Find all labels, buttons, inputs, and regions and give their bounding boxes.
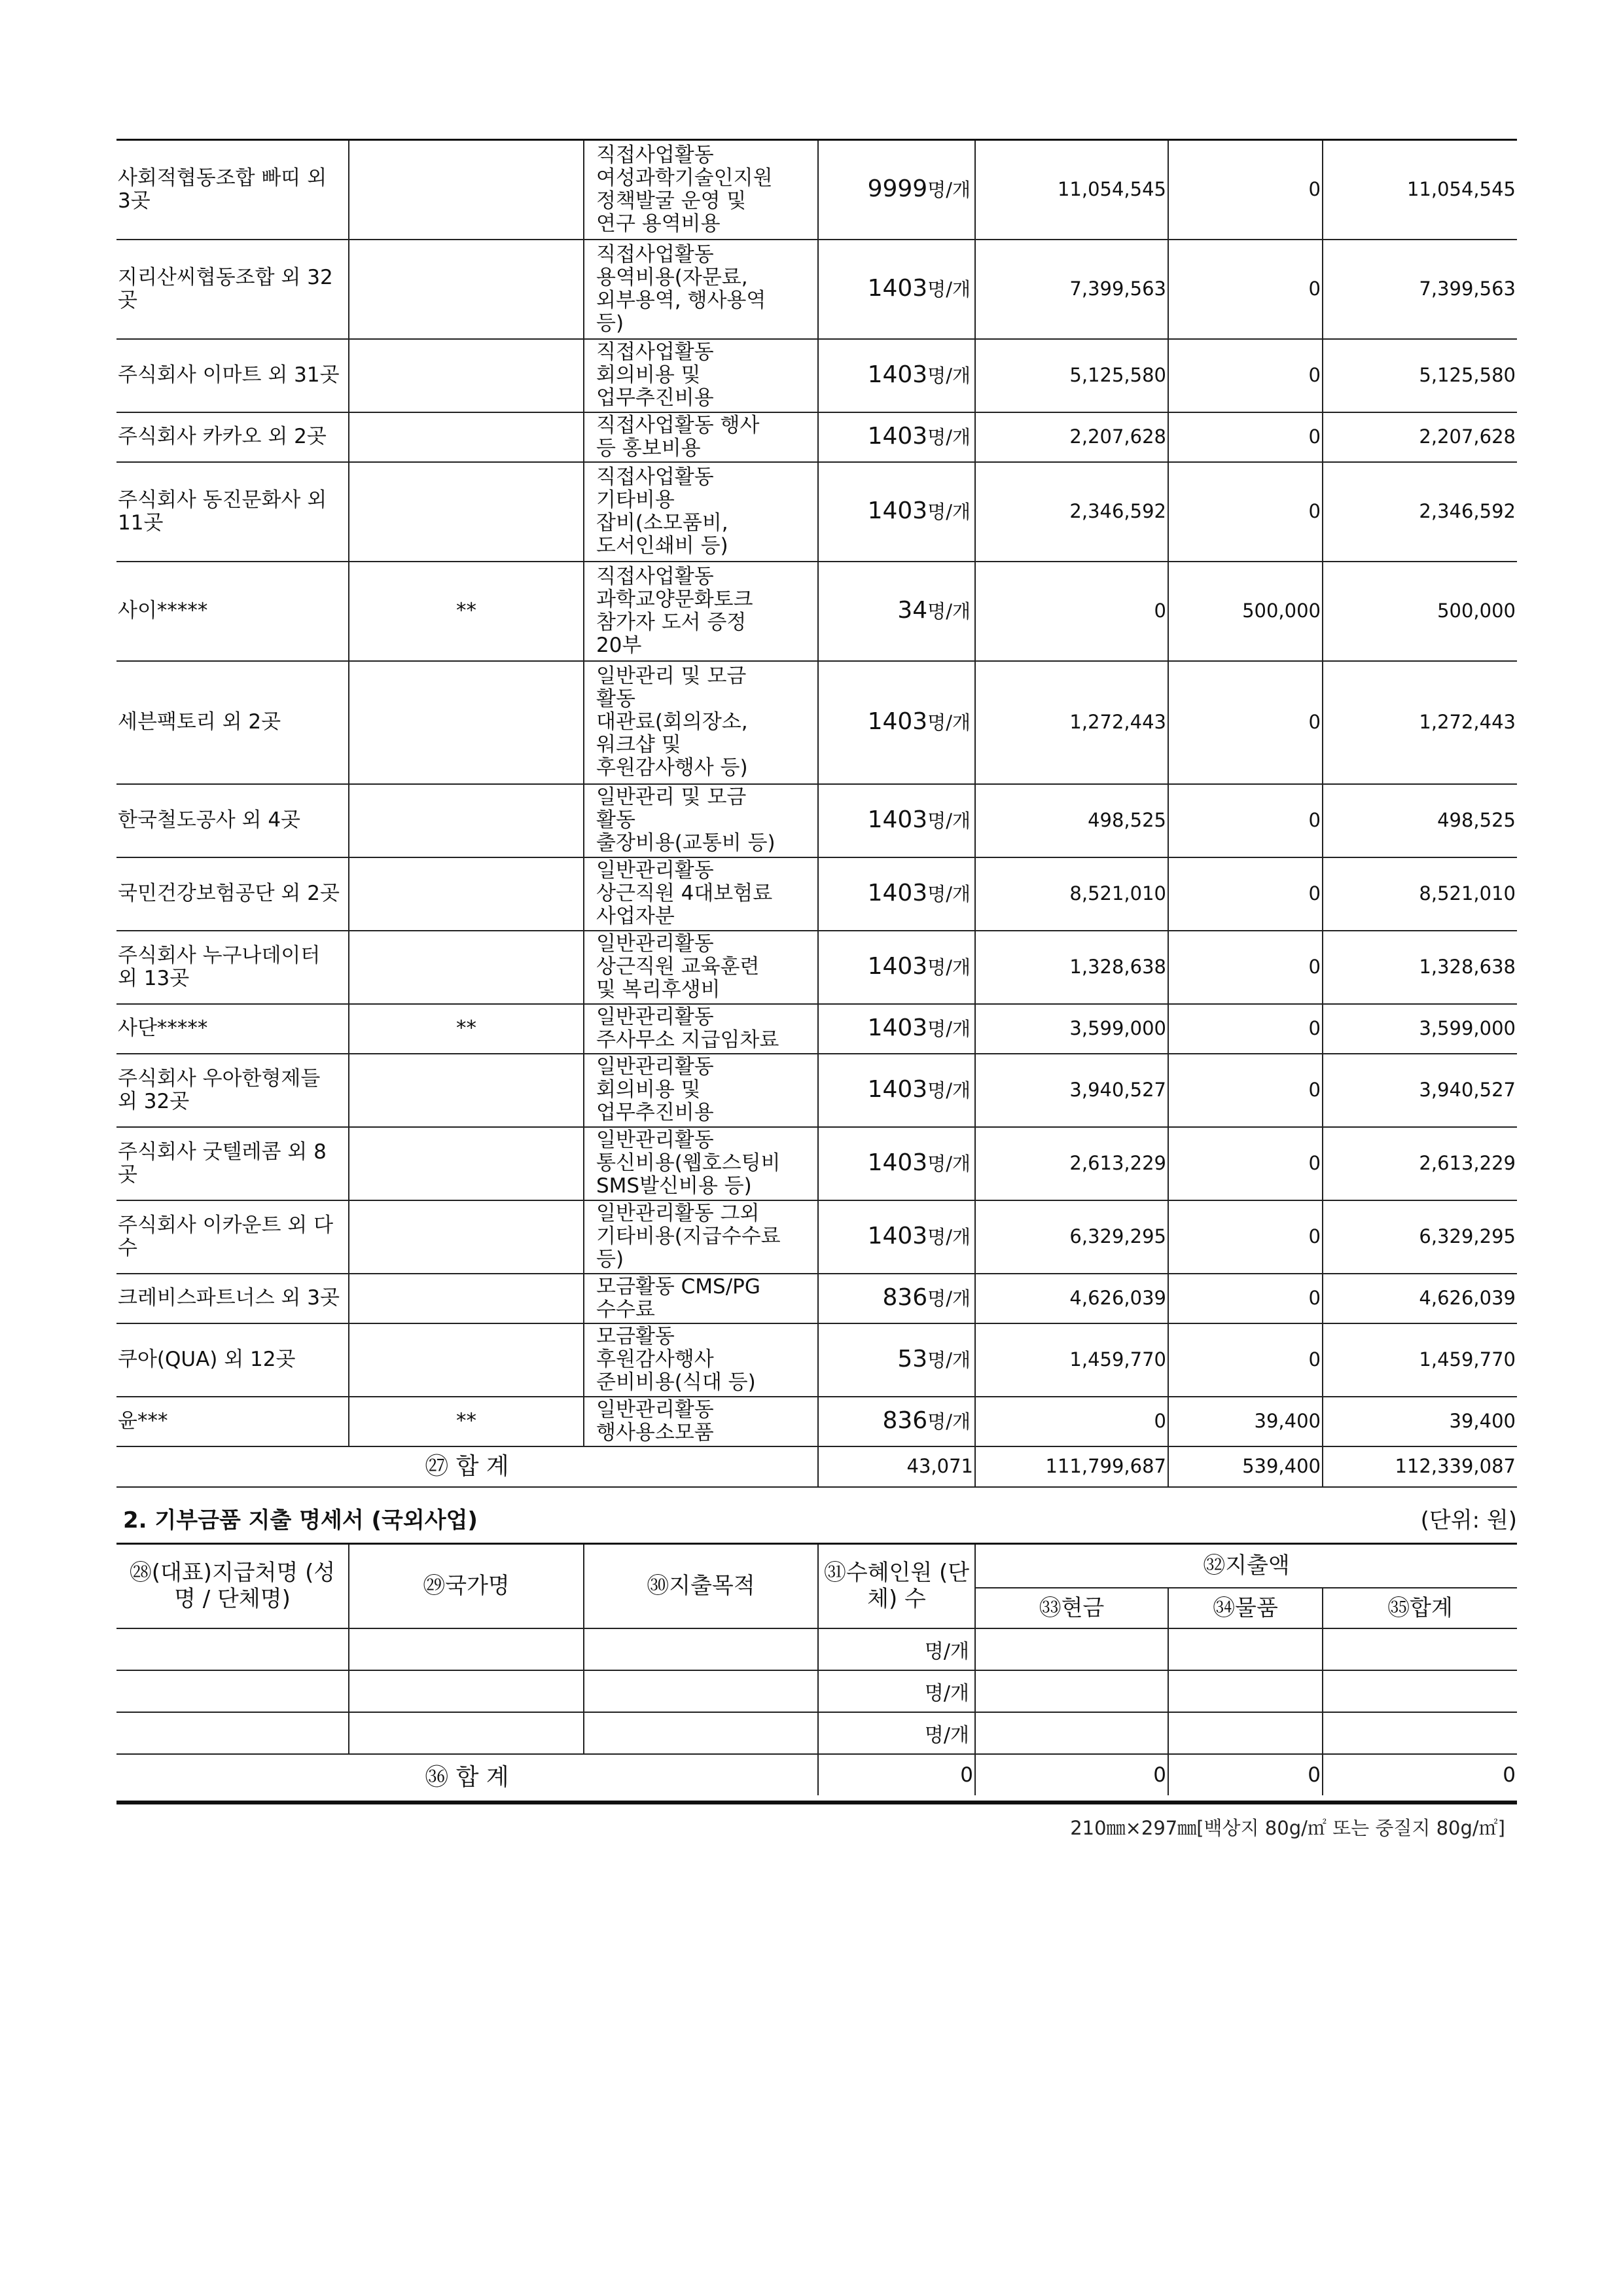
sum-cell: 2,613,229 [1323, 1127, 1517, 1200]
recipients-cell [818, 140, 975, 240]
purpose-cell [584, 1054, 818, 1127]
representative-cell: ** [349, 562, 584, 661]
cash-cell: 0 [975, 1397, 1168, 1446]
purpose-line: 사업자분 [596, 905, 675, 928]
cash-cell: 3,599,000 [975, 1004, 1168, 1054]
recipient-unit: 명/개 [927, 501, 971, 523]
payee-name-cell: 지리산씨협동조합 외 32곳 [116, 240, 349, 339]
header-country: ㉙국가명 [349, 1543, 584, 1628]
sum-cell: 3,940,527 [1323, 1054, 1517, 1127]
recipients-cell [818, 240, 975, 339]
sum-cell: 2,207,628 [1323, 412, 1517, 462]
payee-name-cell: 윤*** [116, 1397, 349, 1446]
table-row [116, 1274, 1517, 1323]
purpose-line: 회의비용 및 [596, 1078, 701, 1102]
recipient-unit: 명/개 [927, 1410, 971, 1433]
cash-cell: 7,399,563 [975, 240, 1168, 339]
goods-cell [1168, 1628, 1323, 1670]
purpose-line: 상근직원 교육훈련 [596, 955, 760, 978]
purpose-line: 직접사업활동 [596, 340, 714, 364]
purpose-cell [584, 1200, 818, 1274]
total-label: ㉗ 합 계 [116, 1446, 818, 1487]
country-cell [349, 1712, 584, 1754]
recipient-unit: 명/개 [927, 600, 971, 622]
sum-cell: 498,525 [1323, 784, 1517, 857]
recipients-cell [818, 1274, 975, 1323]
purpose-line: 출장비용(교통비 등) [596, 831, 776, 855]
header-expense: ㉜지출액 [975, 1543, 1517, 1588]
goods-cell: 0 [1168, 1004, 1323, 1054]
purpose-line: 여성과학기술인지원 [596, 166, 773, 190]
representative-cell [349, 140, 584, 240]
recipient-unit: 명/개 [927, 365, 971, 387]
purpose-cell [584, 1274, 818, 1323]
representative-cell [349, 1054, 584, 1127]
payee-name-cell: 주식회사 이카운트 외 다수 [116, 1200, 349, 1274]
purpose-line: 외부용역, 행사용역 [596, 288, 766, 312]
purpose-line: 잡비(소모품비, [596, 511, 728, 535]
purpose-line: 대관료(회의장소, [596, 710, 748, 734]
payee-name-cell: 주식회사 카카오 외 2곳 [116, 412, 349, 462]
representative-cell [349, 857, 584, 931]
recipients-cell [818, 1054, 975, 1127]
purpose-line: 기타비용(지급수수료 [596, 1225, 781, 1248]
purpose-line: 후원감사행사 등) [596, 756, 748, 780]
purpose-cell [584, 412, 818, 462]
recipient-unit: 명/개 [927, 1153, 971, 1175]
representative-cell [349, 1274, 584, 1323]
representative-cell: ** [349, 1397, 584, 1446]
purpose-line: 직접사업활동 [596, 143, 714, 167]
sum-cell: 8,521,010 [1323, 857, 1517, 931]
purpose-line: 일반관리활동 그외 [596, 1202, 760, 1225]
payee-cell [116, 1670, 349, 1712]
payee-name-cell: 주식회사 굿텔레콤 외 8곳 [116, 1127, 349, 1200]
purpose-cell [584, 462, 818, 562]
sum-cell: 7,399,563 [1323, 240, 1517, 339]
sum-cell: 500,000 [1323, 562, 1517, 661]
purpose-line: 및 복리후생비 [596, 978, 721, 1001]
table-row [116, 784, 1517, 857]
sum-cell: 1,272,443 [1323, 661, 1517, 784]
goods-cell: 500,000 [1168, 562, 1323, 661]
goods-cell [1168, 1670, 1323, 1712]
goods-cell: 0 [1168, 1274, 1323, 1323]
recipients-cell [818, 1127, 975, 1200]
goods-cell: 0 [1168, 784, 1323, 857]
recipients-cell [818, 784, 975, 857]
paper-spec: 210㎜×297㎜[백상지 80g/㎡ 또는 중질지 80g/㎡] [1070, 1817, 1505, 1839]
purpose-line: 활동 [596, 808, 635, 832]
section-2-header [116, 1488, 1517, 1543]
purpose-line: 일반관리활동 [596, 932, 714, 956]
recipient-count: 1403 [867, 880, 928, 906]
unit-note: (단위: 원) [1420, 1507, 1517, 1534]
goods-cell: 0 [1168, 1200, 1323, 1274]
goods-cell: 0 [1168, 339, 1323, 412]
recipient-unit: 명/개 [927, 1349, 971, 1371]
representative-cell [349, 784, 584, 857]
sum-cell: 6,329,295 [1323, 1200, 1517, 1274]
recipients-cell [818, 462, 975, 562]
purpose-line: 일반관리활동 [596, 1005, 714, 1029]
purpose-line: 일반관리활동 [596, 1055, 714, 1079]
goods-cell: 0 [1168, 661, 1323, 784]
recipient-unit: 명/개 [927, 179, 971, 202]
recipient-count: 1403 [867, 275, 928, 302]
table-row [116, 462, 1517, 562]
payee-name-cell: 주식회사 누구나데이터 외 13곳 [116, 931, 349, 1004]
recipient-count: 1403 [867, 806, 928, 833]
recipients-cell [818, 562, 975, 661]
purpose-line: 연구 용역비용 [596, 211, 721, 236]
representative-cell [349, 661, 584, 784]
recipients-cell: 명/개 [818, 1628, 975, 1670]
purpose-cell [584, 140, 818, 240]
purpose-cell [584, 1712, 818, 1754]
sum-cell: 3,599,000 [1323, 1004, 1517, 1054]
recipients-cell [818, 1323, 975, 1397]
cash-cell: 2,613,229 [975, 1127, 1168, 1200]
goods-cell [1168, 1712, 1323, 1754]
table-row [116, 1004, 1517, 1054]
purpose-line: 모금활동 [596, 1325, 675, 1348]
overseas-expense-table [116, 1543, 1517, 1796]
representative-cell [349, 412, 584, 462]
purpose-line: 직접사업활동 [596, 242, 714, 266]
sum-cell [1323, 1712, 1517, 1754]
recipients-cell [818, 1200, 975, 1274]
table-row [116, 1127, 1517, 1200]
purpose-line: 참가자 도서 증정 [596, 610, 747, 634]
purpose-line: 과학교양문화토크 [596, 587, 753, 611]
cash-cell: 1,272,443 [975, 661, 1168, 784]
goods-cell: 0 [1168, 1054, 1323, 1127]
country-cell [349, 1628, 584, 1670]
purpose-cell [584, 1127, 818, 1200]
purpose-cell [584, 784, 818, 857]
purpose-cell [584, 661, 818, 784]
recipients-cell: 명/개 [818, 1712, 975, 1754]
purpose-line: 일반관리 및 모금 [596, 785, 747, 809]
purpose-cell [584, 562, 818, 661]
representative-cell [349, 1323, 584, 1397]
cash-cell: 0 [975, 562, 1168, 661]
sum-cell [1323, 1628, 1517, 1670]
payee-cell [116, 1628, 349, 1670]
purpose-line: 등 홍보비용 [596, 436, 701, 460]
purpose-line: 업무추진비용 [596, 1101, 714, 1124]
cash-cell [975, 1712, 1168, 1754]
table-row [116, 240, 1517, 339]
purpose-cell [584, 1323, 818, 1397]
payee-name-cell: 사회적협동조합 빠띠 외 3곳 [116, 140, 349, 240]
purpose-line: 활동 [596, 687, 635, 711]
goods-cell: 0 [1168, 462, 1323, 562]
recipient-count: 1403 [867, 708, 928, 735]
cash-cell: 11,054,545 [975, 140, 1168, 240]
cash-cell [975, 1670, 1168, 1712]
sum-cell: 2,346,592 [1323, 462, 1517, 562]
recipients-cell [818, 1397, 975, 1446]
recipient-unit: 명/개 [927, 278, 971, 300]
recipients-cell [818, 931, 975, 1004]
purpose-line: 직접사업활동 [596, 465, 714, 489]
table-row [116, 661, 1517, 784]
cash-cell: 3,940,527 [975, 1054, 1168, 1127]
recipients-cell [818, 339, 975, 412]
goods-cell: 0 [1168, 240, 1323, 339]
recipient-count: 53 [897, 1346, 928, 1372]
recipient-count: 1403 [867, 953, 928, 980]
representative-cell [349, 240, 584, 339]
payee-name-cell: 주식회사 우아한형제들 외 32곳 [116, 1054, 349, 1127]
cash-cell: 4,626,039 [975, 1274, 1168, 1323]
table-row [116, 1628, 1517, 1670]
recipient-count: 836 [882, 1407, 928, 1434]
purpose-line: 업무추진비용 [596, 386, 714, 410]
purpose-line: 준비비용(식대 등) [596, 1371, 756, 1394]
recipient-unit: 명/개 [927, 426, 971, 448]
total-row [116, 1446, 1517, 1487]
table-row [116, 339, 1517, 412]
total-count: 0 [818, 1754, 975, 1795]
recipient-unit: 명/개 [927, 956, 971, 978]
header-goods: ㉞물품 [1168, 1588, 1323, 1628]
recipient-unit: 명/개 [927, 883, 971, 905]
total-sum: 112,339,087 [1323, 1446, 1517, 1487]
header-recipients: ㉛수혜인원 (단체) 수 [818, 1543, 975, 1628]
representative-cell [349, 1127, 584, 1200]
table-row [116, 1670, 1517, 1712]
sum-cell: 11,054,545 [1323, 140, 1517, 240]
payee-name-cell: 쿠아(QUA) 외 12곳 [116, 1323, 349, 1397]
recipients-cell [818, 661, 975, 784]
purpose-line: 일반관리활동 [596, 1397, 714, 1422]
recipient-unit: 명/개 [927, 1287, 971, 1310]
cash-cell: 5,125,580 [975, 339, 1168, 412]
total-count: 43,071 [818, 1446, 975, 1487]
total-goods: 0 [1168, 1754, 1323, 1795]
sum-cell: 4,626,039 [1323, 1274, 1517, 1323]
purpose-line: 직접사업활동 [596, 564, 714, 588]
purpose-line: 워크샵 및 [596, 733, 681, 757]
total-goods: 539,400 [1168, 1446, 1323, 1487]
purpose-line: 수수료 [596, 1297, 655, 1321]
purpose-cell [584, 931, 818, 1004]
recipient-count: 1403 [867, 497, 928, 524]
cash-cell: 2,207,628 [975, 412, 1168, 462]
goods-cell: 0 [1168, 412, 1323, 462]
purpose-line: 등) [596, 311, 624, 335]
cash-cell: 1,459,770 [975, 1323, 1168, 1397]
representative-cell: ** [349, 1004, 584, 1054]
purpose-line: 후원감사행사 [596, 1348, 714, 1371]
purpose-cell [584, 857, 818, 931]
payee-name-cell: 한국철도공사 외 4곳 [116, 784, 349, 857]
total-row [116, 1754, 1517, 1795]
country-cell [349, 1670, 584, 1712]
table-row [116, 562, 1517, 661]
recipient-count: 1403 [867, 1149, 928, 1176]
purpose-line: SMS발신비용 등) [596, 1174, 752, 1198]
payee-name-cell: 주식회사 동진문화사 외 11곳 [116, 462, 349, 562]
goods-cell: 0 [1168, 857, 1323, 931]
purpose-line: 도서인쇄비 등) [596, 533, 728, 558]
purpose-cell [584, 240, 818, 339]
total-label: ㊱ 합 계 [116, 1754, 818, 1795]
purpose-cell [584, 1628, 818, 1670]
document-page [116, 139, 1517, 1840]
domestic-expense-table [116, 139, 1517, 1488]
sum-cell [1323, 1670, 1517, 1712]
recipient-unit: 명/개 [927, 1018, 971, 1040]
sum-cell: 5,125,580 [1323, 339, 1517, 412]
recipient-count: 1403 [867, 361, 928, 388]
recipient-count: 1403 [867, 1014, 928, 1041]
recipient-unit: 명/개 [927, 711, 971, 734]
purpose-line: 상근직원 4대보험료 [596, 882, 773, 905]
header-cash: ㉝현금 [975, 1588, 1168, 1628]
purpose-line: 일반관리활동 [596, 859, 714, 882]
purpose-line: 등) [596, 1247, 624, 1271]
recipients-cell [818, 857, 975, 931]
goods-cell: 0 [1168, 931, 1323, 1004]
purpose-line: 용역비용(자문료, [596, 265, 748, 289]
table-row [116, 412, 1517, 462]
total-sum: 0 [1323, 1754, 1517, 1795]
payee-name-cell: 사이***** [116, 562, 349, 661]
cash-cell: 498,525 [975, 784, 1168, 857]
cash-cell: 2,346,592 [975, 462, 1168, 562]
payee-name-cell: 주식회사 이마트 외 31곳 [116, 339, 349, 412]
recipient-unit: 명/개 [927, 1079, 971, 1102]
header-sum: ㉟합계 [1323, 1588, 1517, 1628]
purpose-line: 20부 [596, 633, 642, 657]
recipient-unit: 명/개 [927, 1226, 971, 1248]
recipients-cell [818, 1004, 975, 1054]
table-row [116, 931, 1517, 1004]
sum-cell: 39,400 [1323, 1397, 1517, 1446]
recipient-count: 9999 [867, 175, 928, 203]
recipients-cell: 명/개 [818, 1670, 975, 1712]
goods-cell: 39,400 [1168, 1397, 1323, 1446]
purpose-line: 통신비용(웹호스팅비 [596, 1151, 781, 1175]
purpose-line: 주사무소 지급임차료 [596, 1028, 779, 1052]
purpose-line: 일반관리활동 [596, 1128, 714, 1152]
representative-cell [349, 1200, 584, 1274]
recipient-count: 1403 [867, 423, 928, 450]
payee-name-cell: 국민건강보험공단 외 2곳 [116, 857, 349, 931]
purpose-line: 정책발굴 운영 및 [596, 188, 747, 213]
goods-cell: 0 [1168, 1127, 1323, 1200]
purpose-line: 회의비용 및 [596, 363, 701, 387]
representative-cell [349, 931, 584, 1004]
recipient-unit: 명/개 [927, 810, 971, 832]
table-row [116, 1397, 1517, 1446]
section-2-title: 2. 기부금품 지출 명세서 (국외사업) [123, 1507, 478, 1534]
purpose-line: 기타비용 [596, 488, 675, 512]
bottom-rule [116, 1801, 1517, 1804]
table-row [116, 140, 1517, 240]
cash-cell [975, 1628, 1168, 1670]
payee-name-cell: 크레비스파트너스 외 3곳 [116, 1274, 349, 1323]
payee-name-cell: 세븐팩토리 외 2곳 [116, 661, 349, 784]
representative-cell [349, 339, 584, 412]
total-cash: 0 [975, 1754, 1168, 1795]
recipient-count: 34 [897, 597, 928, 624]
goods-cell: 0 [1168, 140, 1323, 240]
sum-cell: 1,459,770 [1323, 1323, 1517, 1397]
cash-cell: 8,521,010 [975, 857, 1168, 931]
cash-cell: 1,328,638 [975, 931, 1168, 1004]
purpose-line: 일반관리 및 모금 [596, 664, 747, 688]
recipient-count: 1403 [867, 1076, 928, 1103]
table-row [116, 857, 1517, 931]
purpose-line: 직접사업활동 행사 [596, 413, 760, 437]
header-payee: ㉘(대표)지급처명 (성명 / 단체명) [116, 1543, 349, 1628]
goods-cell: 0 [1168, 1323, 1323, 1397]
table-row [116, 1323, 1517, 1397]
table-row [116, 1200, 1517, 1274]
table-row [116, 1054, 1517, 1127]
payee-name-cell: 사단***** [116, 1004, 349, 1054]
header-purpose: ㉚지출목적 [584, 1543, 818, 1628]
recipient-count: 836 [882, 1284, 928, 1311]
purpose-cell [584, 339, 818, 412]
purpose-cell [584, 1670, 818, 1712]
table-row [116, 1712, 1517, 1754]
sum-cell: 1,328,638 [1323, 931, 1517, 1004]
purpose-cell [584, 1397, 818, 1446]
purpose-cell [584, 1004, 818, 1054]
recipient-count: 1403 [867, 1223, 928, 1249]
purpose-line: 행사용소모품 [596, 1420, 714, 1444]
recipients-cell [818, 412, 975, 462]
cash-cell: 6,329,295 [975, 1200, 1168, 1274]
purpose-line: 모금활동 CMS/PG [596, 1274, 760, 1299]
total-cash: 111,799,687 [975, 1446, 1168, 1487]
representative-cell [349, 462, 584, 562]
payee-cell [116, 1712, 349, 1754]
